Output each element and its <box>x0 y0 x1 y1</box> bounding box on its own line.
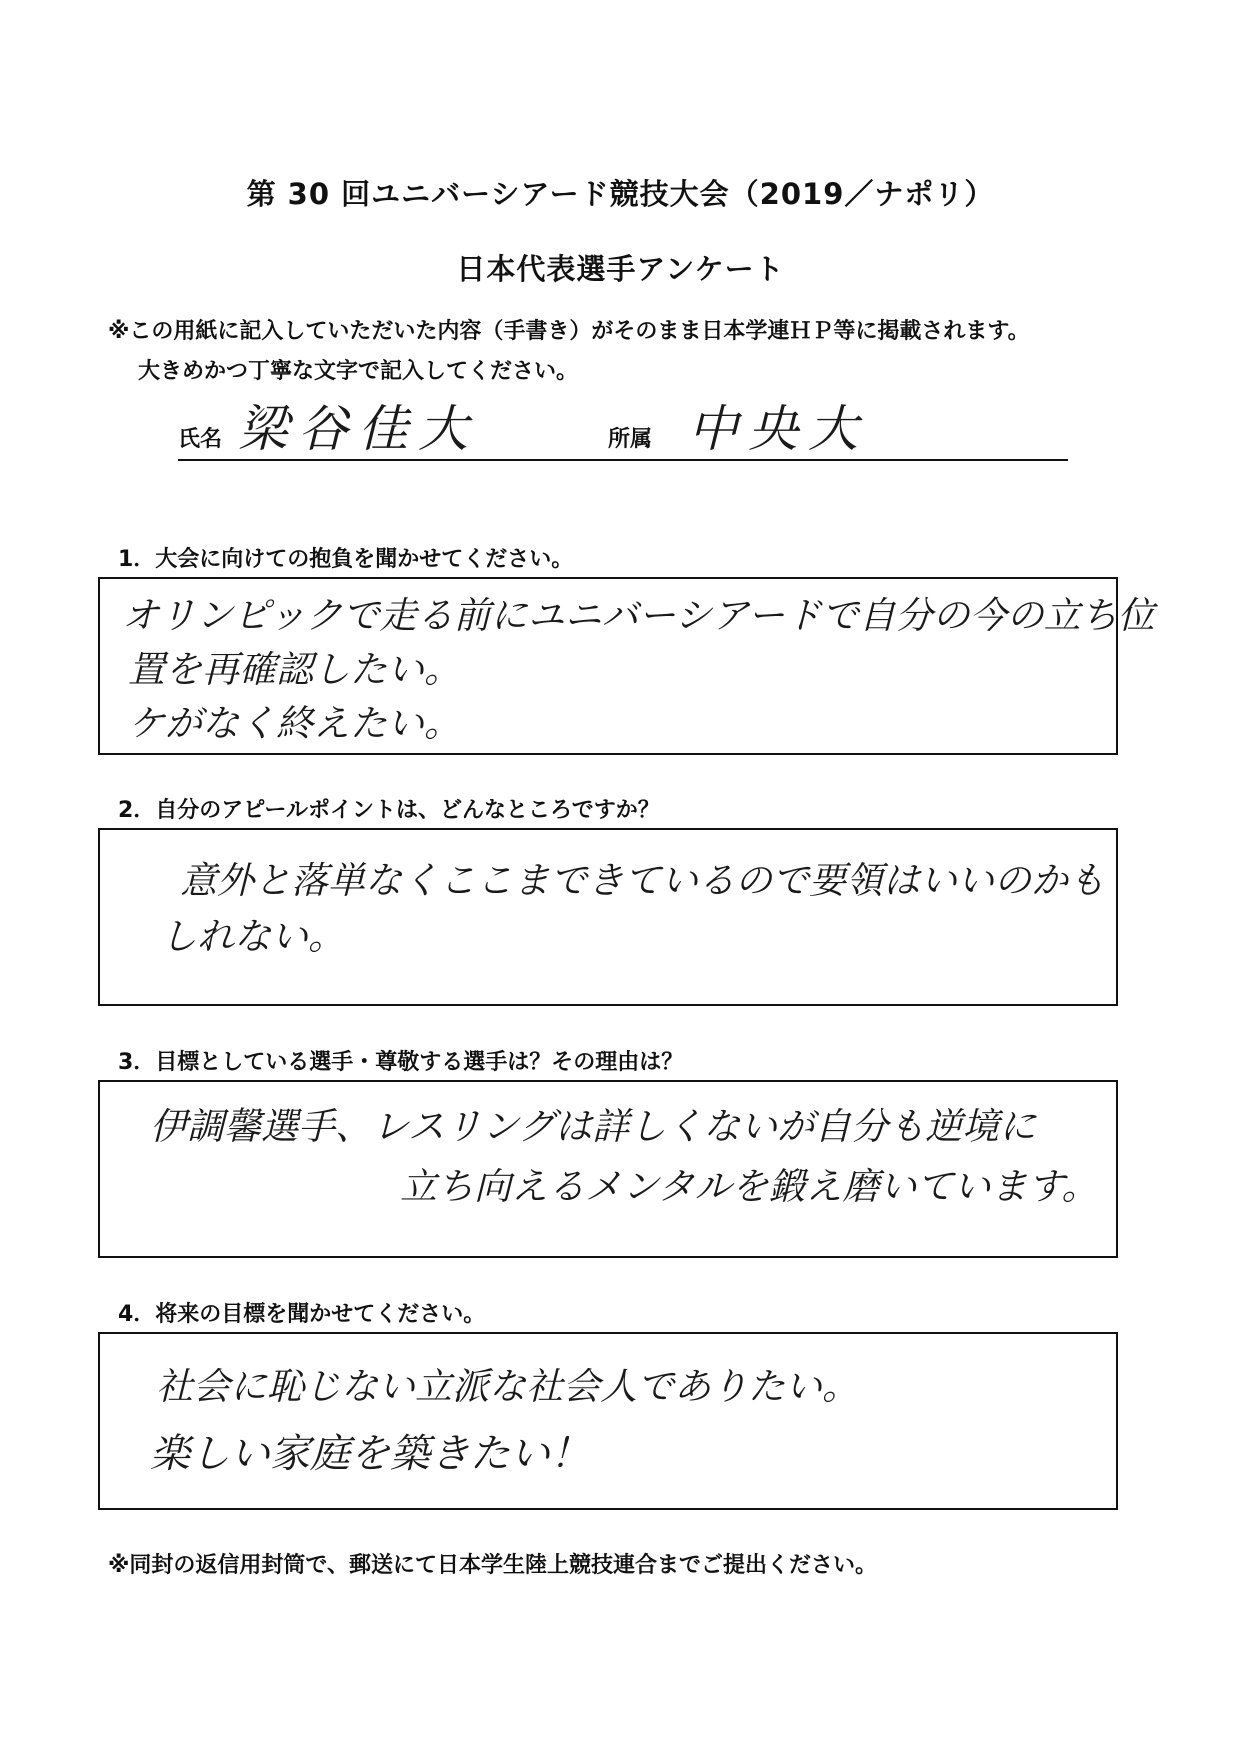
name-row <box>178 395 1068 461</box>
answer-2-line-2: しれない。 <box>160 915 345 958</box>
question-4-label: 4．将来の目標を聞かせてください。 <box>118 1302 486 1327</box>
affiliation-label: 所属 <box>608 427 653 452</box>
page-title: 第 30 回ユニバーシアード競技大会（2019／ナポリ） <box>246 177 995 211</box>
answer-1-line-2: 置を再確認したい。 <box>128 648 461 691</box>
question-3-label: 3．目標としている選手・尊敬する選手は？その理由は？ <box>118 1050 684 1075</box>
question-1-label: 1．大会に向けての抱負を聞かせてください。 <box>118 547 574 572</box>
answer-4-line-2: 楽しい家庭を築きたい！ <box>150 1431 590 1477</box>
page-subtitle: 日本代表選手アンケート <box>456 252 785 286</box>
answer-2-line-1: 意外と落単なくここまできているので要領はいいのかも <box>180 859 1105 902</box>
question-2-label: 2．自分のアピールポイントは、どんなところですか？ <box>118 798 660 823</box>
affiliation-value: 中央大 <box>688 400 868 458</box>
notice-line-1: ※この用紙に記入していただいた内容（手書き）がそのまま日本学連ＨＰ等に掲載されます。 <box>108 319 1030 344</box>
answer-box-1 <box>98 577 1155 755</box>
answer-box-4 <box>98 1332 1118 1510</box>
answer-1-line-1: オリンピックで走る前にユニバーシアードで自分の今の立ち位 <box>122 594 1155 637</box>
name-label: 氏名 <box>178 427 223 452</box>
footer-note: ※同封の返信用封筒で、郵送にて日本学生陸上競技連合までご提出ください。 <box>108 1553 877 1578</box>
answer-3-line-1: 伊調馨選手、レスリングは詳しくないが自分も逆境に <box>150 1105 1037 1148</box>
answer-box-2 <box>98 828 1118 1006</box>
name-value: 梁谷佳大 <box>238 400 478 458</box>
answer-box-3 <box>98 1080 1118 1258</box>
notice <box>108 312 1208 392</box>
answer-4-line-1: 社会に恥じない立派な社会人でありたい。 <box>156 1365 859 1408</box>
notice-line-2: 大きめかつ丁寧な文字で記入してください。 <box>138 359 579 384</box>
answer-1-line-3: ケがなく終えたい。 <box>128 702 461 745</box>
answer-3-line-2: 立ち向えるメンタルを鍛え磨いています。 <box>400 1165 1099 1208</box>
